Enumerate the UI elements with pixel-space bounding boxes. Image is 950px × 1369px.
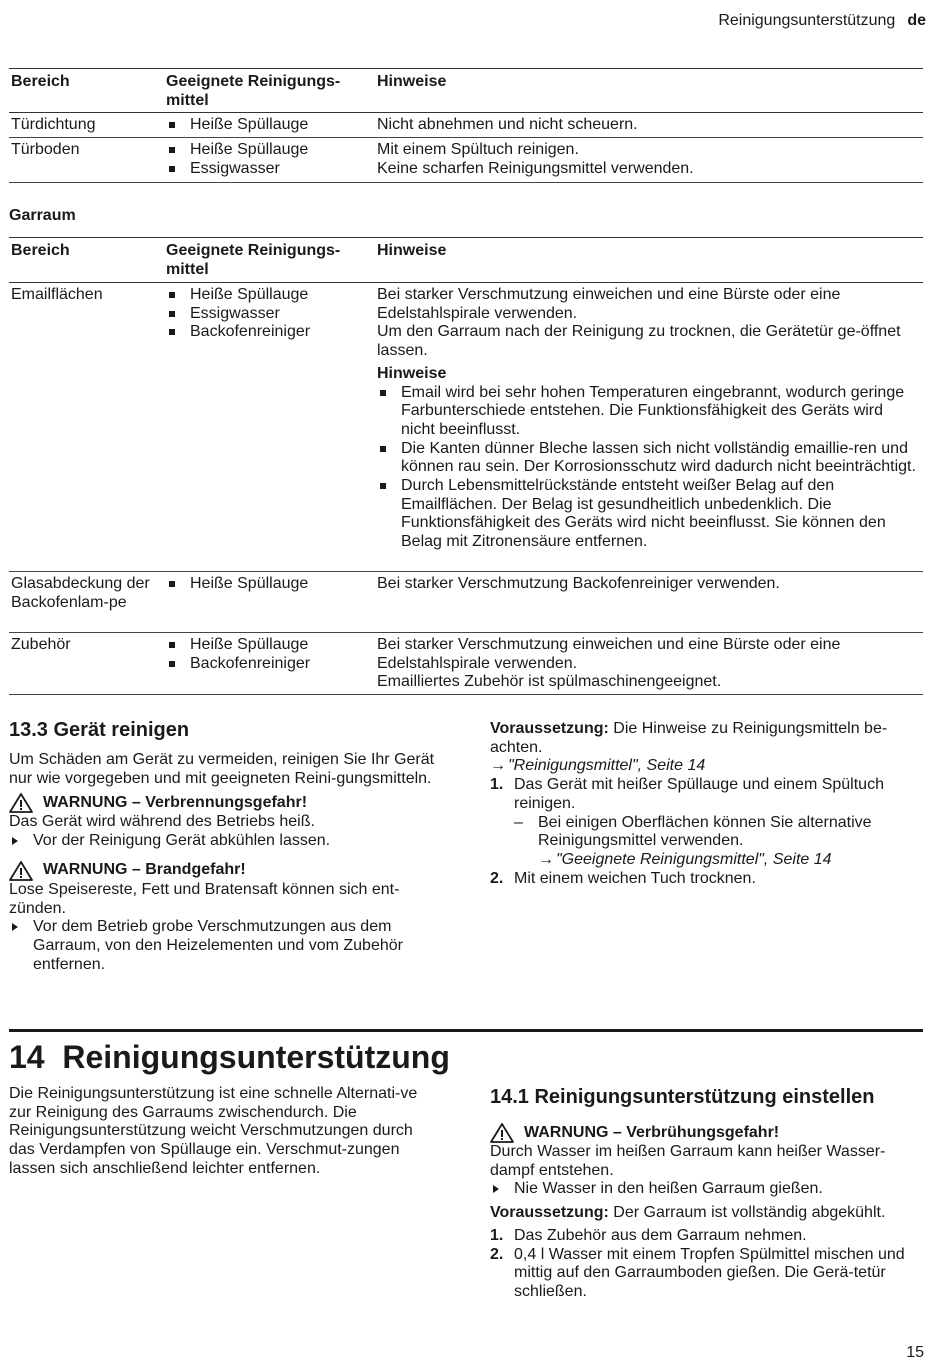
running-header: [718, 12, 926, 31]
area-cell: Zubehör: [11, 636, 71, 653]
warning-step: Nie Wasser in den heißen Garraum gießen.: [490, 1180, 922, 1199]
agent-item: Heiße Spüllauge: [166, 636, 366, 655]
step-text: Das Gerät mit heißer Spüllauge und einem Spültuch reinigen.: [514, 776, 884, 812]
agent-item: Essigwasser: [166, 305, 366, 324]
area-cell: Türboden: [11, 141, 80, 158]
prerequisite: [490, 720, 922, 757]
arrow-right-icon: →: [490, 757, 506, 775]
step-1: 1. Das Zubehör aus dem Garraum nehmen.: [490, 1226, 807, 1244]
warning-title: WARNUNG – Verbrennungsgefahr!: [43, 794, 308, 812]
step-text: Mit einem weichen Tuch trocknen.: [514, 869, 756, 887]
area-cell: Glasabdeckung der Backofenlam-pe: [11, 575, 150, 611]
notes-line: Emailliertes Zubehör ist spülmaschinengeeignet.: [377, 673, 722, 691]
agent-item: Heiße Spüllauge: [166, 116, 366, 135]
area-cell: Emailflächen: [11, 286, 103, 303]
step-2: 2. 0,4 l Wasser mit einem Tropfen Spülmittel mischen und mittig auf den Garraumboden gießen. Die Gerä-tetür schließen.: [490, 1245, 905, 1300]
warning-triangle-icon: [490, 1123, 514, 1143]
notes-line: Keine scharfen Reinigungsmittel verwenden.: [377, 159, 694, 177]
reference-text: "Reinigungsmittel", Seite 14: [508, 757, 706, 775]
notes-subheading: Hinweise: [377, 364, 447, 382]
notes-line: Bei starker Verschmutzung einweichen und eine Bürste oder eine Edelstahlspirale verwenden.: [377, 636, 841, 672]
notes-bullet: Durch Lebensmittelrückstände entsteht weißer Belag auf den Emailflächen. Der Belag ist gesundheitlich unbedenklich. Die Funktionsfähigkeit des Geräts wird nicht beeinflusst. Sie können den Belag mit Zitronensäure entfernen.: [377, 477, 917, 552]
arrow-right-icon: →: [538, 850, 554, 868]
column-header-area: Bereich: [11, 242, 70, 259]
agent-item: Heiße Spüllauge: [166, 141, 366, 160]
warning-triangle-icon: [9, 793, 33, 813]
warning-title: WARNUNG – Brandgefahr!: [43, 861, 246, 879]
prerequisite-text: Die Hinweise zu Reinigungsmitteln be-achten.: [490, 720, 888, 756]
agent-item: Heiße Spüllauge: [166, 286, 366, 305]
table-row: [9, 113, 923, 138]
warning-title: WARNUNG – Verbrühungsgefahr!: [524, 1123, 780, 1141]
section-title: 14.1 Reinigungsunterstützung einstellen: [490, 1086, 875, 1108]
cross-reference[interactable]: [538, 851, 922, 870]
table-row: [9, 138, 923, 183]
section-13-3-right: [490, 720, 922, 888]
notes-cell: Bei starker Verschmutzung Backofenreiniger verwenden.: [377, 575, 780, 592]
table-row: [9, 283, 923, 572]
notes-bullet: Die Kanten dünner Bleche lassen sich nicht vollständig emaillie-ren und können rau sein. Der Korrosionsschutz wird dadurch nicht beeinträchtigt.: [377, 440, 917, 477]
cavity-cleaning-table: [9, 237, 923, 695]
table-header-row: [9, 69, 923, 113]
page-number: 15: [906, 1344, 924, 1362]
agent-item: Backofenreiniger: [166, 655, 366, 674]
column-header-notes: Hinweise: [377, 73, 447, 90]
language-code: de: [907, 12, 926, 29]
step-1: 1. Das Gerät mit heißer Spüllauge und einem Spültuch reinigen.: [490, 776, 884, 812]
table-header-row: [9, 238, 923, 283]
warning-step: Vor der Reinigung Gerät abkühlen lassen.: [9, 832, 445, 851]
warning-heading: [9, 861, 445, 881]
chapter-divider: [9, 1029, 923, 1032]
section-13-3-left: [9, 718, 445, 974]
notes-line: Mit einem Spültuch reinigen.: [377, 141, 579, 158]
section-14-1: [490, 1085, 922, 1302]
warning-text: Durch Wasser im heißen Garraum kann heißer Wasser-dampf entstehen.: [490, 1143, 886, 1179]
warning-heading: [9, 793, 445, 813]
warning-heading: [490, 1123, 922, 1143]
table-row: [9, 633, 923, 695]
column-header-area: Bereich: [11, 73, 70, 90]
substep-text: Bei einigen Oberflächen können Sie alternative Reinigungsmittel verwenden.: [538, 813, 872, 850]
table-row: [9, 572, 923, 633]
section-intro: Um Schäden am Gerät zu vermeiden, reinigen Sie Ihr Gerät nur wie vorgegeben und mit geeigneten Reini-gungsmitteln.: [9, 751, 435, 787]
reference-text: "Geeignete Reinigungsmittel", Seite 14: [556, 850, 832, 868]
notes-bullet: Email wird bei sehr hohen Temperaturen eingebrannt, wodurch geringe Farbunterschiede entstehen. Die Funktionsfähigkeit des Geräts wird nicht beeinflusst.: [377, 384, 917, 440]
agent-item: Heiße Spüllauge: [166, 575, 366, 594]
door-cleaning-table: [9, 68, 923, 183]
warning-step: Vor dem Betrieb grobe Verschmutzungen aus dem Garraum, von den Heizelementen und vom Zubehör entfernen.: [9, 918, 445, 974]
chapter-14-intro: Die Reinigungsunterstützung ist eine schnelle Alternati-ve zur Reinigung des Garraums zwischendurch. Die Reinigungsunterstützung weicht Verschmutzungen durch das Verdampfen von Spüllauge ein. Verschmut-zungen lassen sich anschließend leichter entfernen.: [9, 1085, 418, 1177]
notes-line: Bei starker Verschmutzung einweichen und eine Bürste oder eine Edelstahlspirale verwenden.: [377, 286, 841, 322]
warning-triangle-icon: [9, 861, 33, 881]
chapter-title: 14 Reinigungsunterstützung: [9, 1039, 450, 1075]
warning-text: Das Gerät wird während des Betriebs heiß.: [9, 813, 315, 831]
cross-reference[interactable]: [490, 757, 922, 776]
warning-text: Lose Speisereste, Fett und Bratensaft können sich ent-zünden.: [9, 880, 400, 917]
column-header-agents: Geeignete Reinigungs-mittel: [166, 73, 341, 109]
prerequisite-text: Der Garraum ist vollständig abgekühlt.: [608, 1204, 886, 1222]
section-title: 13.3 Gerät reinigen: [9, 719, 190, 741]
step-text: Das Zubehör aus dem Garraum nehmen.: [514, 1226, 807, 1244]
section-label-garraum: Garraum: [9, 207, 76, 224]
agent-item: Backofenreiniger: [166, 323, 366, 342]
area-cell: Türdichtung: [11, 116, 96, 133]
prerequisite-label: Voraussetzung:: [490, 720, 609, 737]
prerequisite: [490, 1204, 922, 1223]
header-title: Reinigungsunterstützung: [718, 12, 896, 29]
step-2: 2. Mit einem weichen Tuch trocknen.: [490, 869, 756, 887]
column-header-agents: Geeignete Reinigungs-mittel: [166, 242, 341, 278]
notes-line: Um den Garraum nach der Reinigung zu trocknen, die Gerätetür ge-öffnet lassen.: [377, 323, 901, 360]
step-1-substep: – Bei einigen Oberflächen können Sie alternative Reinigungsmittel verwenden.: [514, 813, 872, 850]
step-text: 0,4 l Wasser mit einem Tropfen Spülmittel mischen und mittig auf den Garraumboden gießen. Die Gerä-tetür schließen.: [514, 1245, 905, 1300]
column-header-notes: Hinweise: [377, 242, 447, 259]
notes-cell: Nicht abnehmen und nicht scheuern.: [377, 116, 638, 133]
agent-item: Essigwasser: [166, 160, 366, 179]
prerequisite-label: Voraussetzung:: [490, 1204, 609, 1222]
